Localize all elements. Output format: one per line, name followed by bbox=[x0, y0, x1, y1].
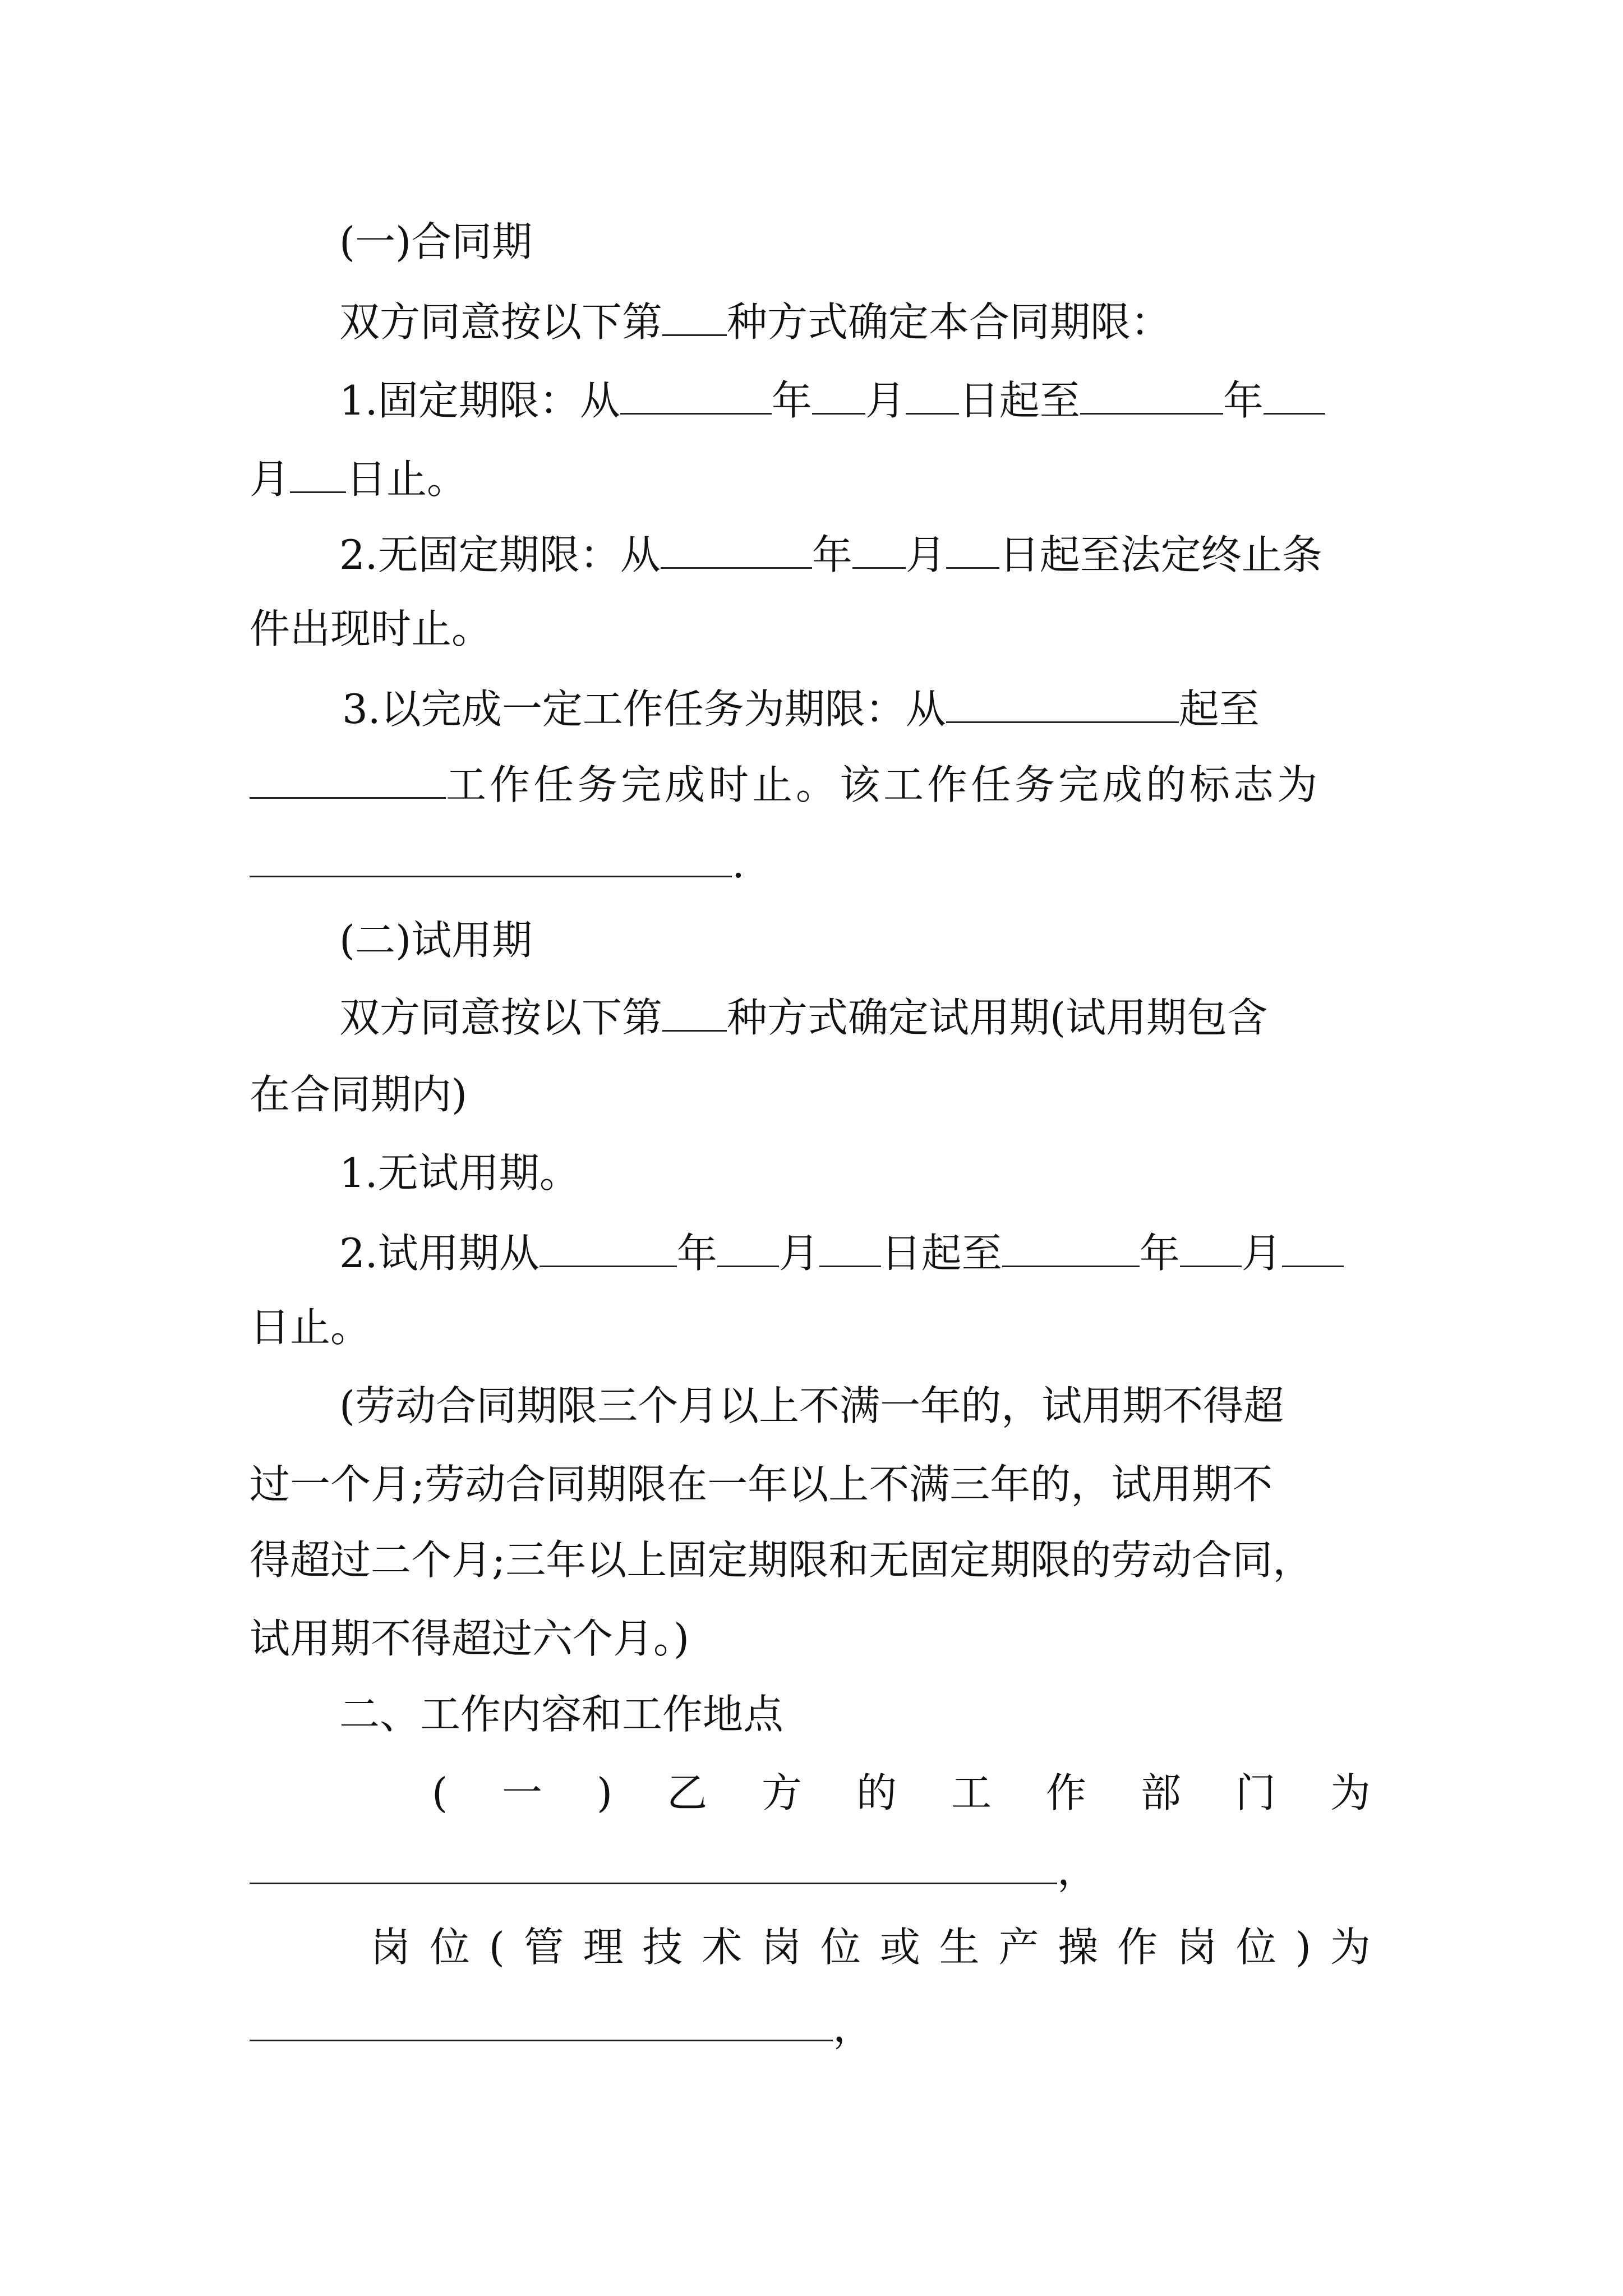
task-complete-text: 工作任务完成时止。该工作任务完成的标志为 bbox=[446, 761, 1321, 809]
comma: ， bbox=[833, 2004, 874, 2051]
work-post-line bbox=[370, 1924, 1371, 1971]
month-label: 月 bbox=[778, 1230, 819, 1277]
post-char: 操 bbox=[1058, 1924, 1099, 1971]
probation-option-blank[interactable] bbox=[662, 996, 727, 1032]
post-char: ( bbox=[488, 1924, 505, 1971]
post-char: 技 bbox=[642, 1924, 683, 1971]
month-label: 月 bbox=[865, 377, 906, 425]
dept-char: 作 bbox=[1045, 1769, 1086, 1816]
dept-char: 的 bbox=[856, 1769, 897, 1816]
opt2-year-blank[interactable] bbox=[661, 533, 812, 569]
probation-option-2-line2: 日止。 bbox=[250, 1304, 371, 1351]
contract-option-3 bbox=[342, 685, 1260, 733]
post-char: 术 bbox=[702, 1924, 743, 1971]
intro-text-b: 种方式确定试用期(试用期包含 bbox=[727, 994, 1268, 1042]
option-3-label: 3.以完成一定工作任务为期限：从 bbox=[342, 685, 946, 733]
post-char: 产 bbox=[998, 1924, 1039, 1971]
probation-intro-line2: 在合同期内) bbox=[250, 1071, 468, 1118]
option-number-blank[interactable] bbox=[662, 300, 727, 336]
probation-option-1: 1.无试用期。 bbox=[339, 1149, 580, 1197]
contract-option-2-line2: 件出现时止。 bbox=[250, 605, 492, 652]
contract-option-3-line3 bbox=[250, 840, 745, 887]
probation-end-month-blank[interactable] bbox=[1180, 1231, 1242, 1267]
department-blank-line bbox=[250, 1847, 1098, 1894]
dept-char: 乙 bbox=[667, 1769, 708, 1816]
contract-option-1-line2 bbox=[250, 455, 468, 503]
section-heading-work: 二、工作内容和工作地点 bbox=[339, 1691, 784, 1738]
post-char: 为 bbox=[1330, 1924, 1371, 1971]
year-label: 年 bbox=[811, 531, 852, 579]
option-1-label: 1.固定期限：从 bbox=[339, 377, 620, 425]
intro-text-b: 种方式确定本合同期限： bbox=[727, 298, 1172, 346]
dept-char: 为 bbox=[1330, 1769, 1371, 1816]
probation-note-line1: (劳动合同期限三个月以上不满一年的，试用期不得超 bbox=[339, 1382, 1284, 1429]
dept-char: ( bbox=[432, 1769, 448, 1816]
year-label: 年 bbox=[676, 1230, 717, 1277]
post-char: 位 bbox=[820, 1924, 861, 1971]
section-heading-probation: (二)试用期 bbox=[339, 917, 533, 964]
post-blank-line bbox=[250, 2004, 874, 2051]
contract-option-2 bbox=[339, 531, 1322, 579]
opt2-day-blank[interactable] bbox=[946, 533, 999, 569]
probation-note-line4: 试用期不得超过六个月。) bbox=[250, 1615, 690, 1662]
dept-char: 工 bbox=[951, 1769, 992, 1816]
post-char: 生 bbox=[939, 1924, 980, 1971]
department-blank[interactable] bbox=[250, 1848, 1057, 1884]
year-label: 年 bbox=[1223, 377, 1264, 425]
probation-note-line2: 过一个月;劳动合同期限在一年以上不满三年的，试用期不 bbox=[250, 1461, 1273, 1508]
post-char: 位 bbox=[1235, 1924, 1276, 1971]
dept-char: 部 bbox=[1140, 1769, 1181, 1816]
probation-option-2 bbox=[339, 1230, 1344, 1277]
post-char: 岗 bbox=[761, 1924, 802, 1971]
post-char: ) bbox=[1295, 1924, 1311, 1971]
post-char: 管 bbox=[523, 1924, 564, 1971]
from-to-label: 日起至 bbox=[880, 1230, 1002, 1277]
post-char: 理 bbox=[583, 1924, 624, 1971]
dept-char: 一 bbox=[502, 1769, 543, 1816]
option-2-label: 2.无固定期限：从 bbox=[339, 531, 661, 579]
end-day-blank[interactable] bbox=[290, 457, 346, 493]
post-blank[interactable] bbox=[250, 2005, 833, 2041]
work-department-line bbox=[432, 1769, 1371, 1816]
post-char: 作 bbox=[1117, 1924, 1158, 1971]
from-to-label: 日起至 bbox=[958, 377, 1080, 425]
start-day-blank[interactable] bbox=[906, 379, 959, 415]
end-year-blank[interactable] bbox=[1080, 379, 1223, 415]
contract-period-intro bbox=[339, 298, 1172, 346]
probation-intro bbox=[339, 994, 1268, 1042]
intro-text-a: 双方同意按以下第 bbox=[339, 994, 663, 1042]
period-mark: . bbox=[732, 840, 745, 887]
to-label: 起至 bbox=[1178, 685, 1260, 733]
task-mark-blank[interactable] bbox=[250, 841, 732, 877]
comma: ， bbox=[1057, 1847, 1098, 1894]
contract-option-3-line2 bbox=[250, 761, 1321, 809]
post-char: 岗 bbox=[1177, 1924, 1218, 1971]
year-label: 年 bbox=[1139, 1230, 1180, 1277]
end-label: 日止。 bbox=[346, 455, 468, 503]
post-char: 位 bbox=[429, 1924, 470, 1971]
post-char: 岗 bbox=[370, 1924, 411, 1971]
probation-note-line3: 得超过二个月;三年以上固定期限和无固定期限的劳动合同， bbox=[250, 1536, 1313, 1584]
month-label: 月 bbox=[250, 455, 291, 503]
month-label: 月 bbox=[1241, 1230, 1282, 1277]
intro-text-a: 双方同意按以下第 bbox=[339, 298, 663, 346]
task-start-blank[interactable] bbox=[946, 687, 1179, 723]
probation-start-month-blank[interactable] bbox=[717, 1231, 779, 1267]
start-year-blank[interactable] bbox=[620, 379, 772, 415]
dept-char: 方 bbox=[762, 1769, 803, 1816]
month-label: 月 bbox=[905, 531, 946, 579]
option-2-tail: 日起至法定终止条 bbox=[999, 531, 1322, 579]
probation-end-day-blank[interactable] bbox=[1282, 1231, 1344, 1267]
opt2-month-blank[interactable] bbox=[852, 533, 906, 569]
option-2-label: 2.试用期从 bbox=[339, 1230, 540, 1277]
section-heading-contract-period: (一)合同期 bbox=[339, 218, 533, 265]
end-month-blank[interactable] bbox=[1264, 379, 1325, 415]
probation-start-year-blank[interactable] bbox=[540, 1231, 677, 1267]
task-end-blank[interactable] bbox=[250, 763, 446, 799]
dept-char: ) bbox=[597, 1769, 613, 1816]
start-month-blank[interactable] bbox=[812, 379, 865, 415]
post-char: 或 bbox=[879, 1924, 920, 1971]
probation-start-day-blank[interactable] bbox=[819, 1231, 881, 1267]
year-label: 年 bbox=[771, 377, 812, 425]
contract-option-1 bbox=[339, 377, 1325, 425]
probation-end-year-blank[interactable] bbox=[1002, 1231, 1140, 1267]
dept-char: 门 bbox=[1235, 1769, 1276, 1816]
